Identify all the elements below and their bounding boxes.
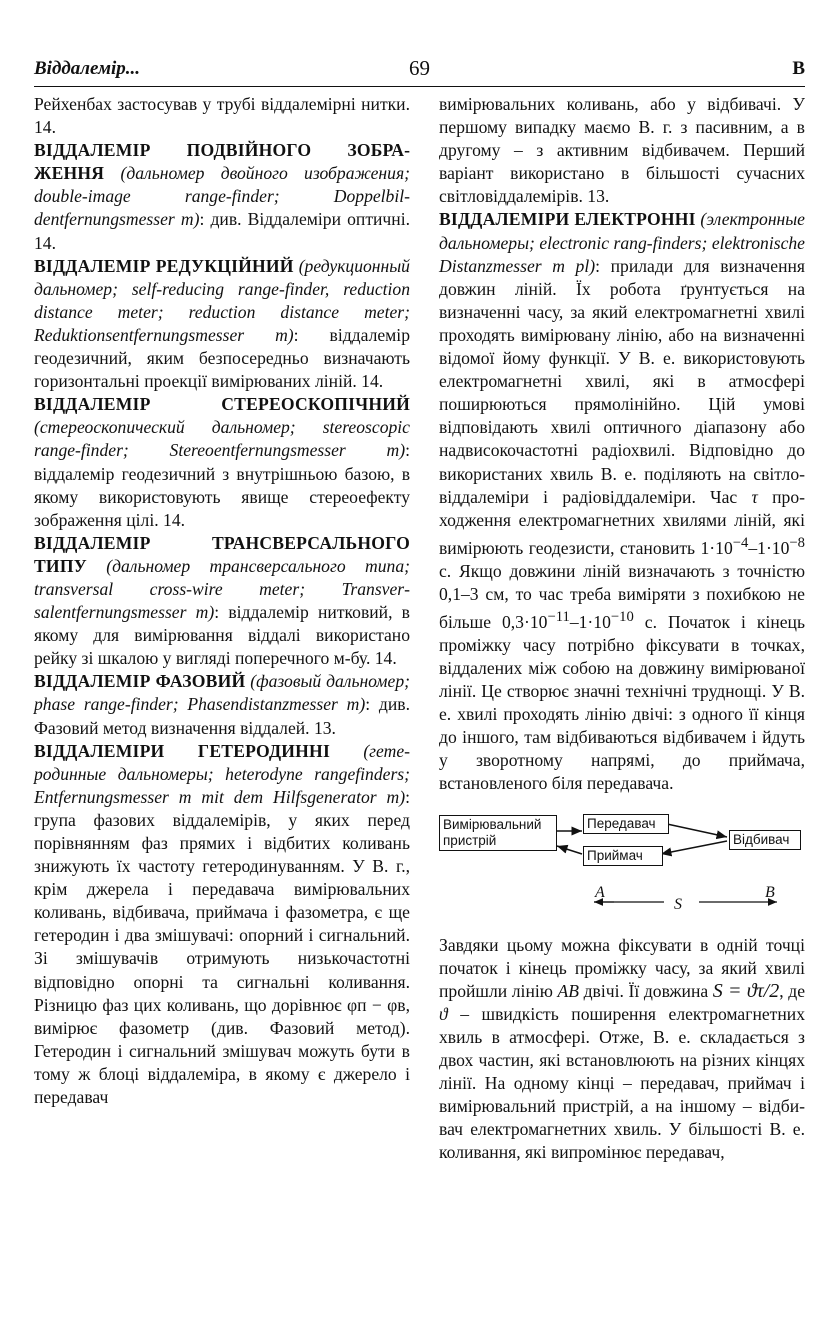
entry-translation: (стереоскопический дальномер; stereoscopic range-finder; Stereoentfernungsmesser m) xyxy=(34,417,410,461)
dictionary-entry xyxy=(34,139,410,254)
entry-translation: (гетеродинные дальномеры; heterodyne rangefinders; Entfernungsmesser m mit dem Hilfsgenerator m) xyxy=(34,740,410,807)
entry-definition: : віддалемір геодезичний з внутрішньою базою, в якому використовують явище стереоефекту зображення цілі. 14. xyxy=(34,440,410,530)
entry-translation: (фазовый дальномер; phase range-finder; Phasendistanzmesser m) xyxy=(34,671,410,715)
distance-formula: S = ϑτ/2 xyxy=(712,979,780,1002)
rangefinder-diagram xyxy=(439,810,805,922)
point-a-label: A xyxy=(595,883,605,901)
measuring-device-box: Вимірювальний пристрій xyxy=(439,815,557,851)
entry-continuation: Рейхенбах застосував у трубі віддалемірні нитки. 14. xyxy=(34,94,410,138)
dictionary-entry xyxy=(34,393,410,532)
arrow-transmitter-reflector xyxy=(667,824,727,837)
entry-translation: (дальномер двойного изображения; double-image range-finder; Doppelbildentfernungsmesser m) xyxy=(34,163,410,230)
reflector-box: Відбивач xyxy=(729,830,801,850)
entry-definition: : див. Фазовий метод визначення віддалей. 13. xyxy=(34,694,411,738)
entry-translation: (дальномер трансверсального типа; transversal cross-wire meter; Transversalentfernungsmesser m) xyxy=(34,555,410,623)
page-number: 69 xyxy=(409,56,430,80)
left-column xyxy=(34,93,410,1109)
right-column xyxy=(439,93,805,1164)
running-head: Віддалемір... xyxy=(34,58,141,79)
entry-definition: : див. Віддалеміри оптичні. 14. xyxy=(34,209,410,253)
entry-term: ВІДДАЛЕМІРИ ЕЛЕКТРОННІ xyxy=(439,209,696,230)
tau-symbol: τ xyxy=(751,486,758,507)
receiver-box: Приймач xyxy=(583,846,663,866)
section-letter: В xyxy=(792,58,805,79)
entry-term: ВІДДАЛЕМІР ТРАНСВЕРСАЛЬНОГО ТИПУ xyxy=(34,532,410,576)
entry-definition: : віддалемір нитковий, в якому для вимірювання віддалі використано рейку зі шкалою у вигляді поперечного м-бу. 14. xyxy=(34,602,410,669)
dictionary-entry xyxy=(34,670,410,739)
page-header xyxy=(34,56,805,87)
dictionary-entry xyxy=(34,255,410,394)
entry-definition: : віддалемір геодезичний, яким безпосередньо визначають горизонтальні проекції вимірюваних ліній. 14. xyxy=(34,324,410,392)
arrow-receiver-device xyxy=(557,846,582,854)
entry-term: ВІДДАЛЕМІР СТЕРЕОСКОПІЧНИЙ xyxy=(34,394,410,415)
entry-term: ВІДДАЛЕМІРИ ГЕТЕРОДИННІ xyxy=(34,740,330,761)
entry-translation: (электронные дальномеры; electronic rang-finders; elektronische Distanzmesser m pl) xyxy=(439,209,805,276)
arrow-reflector-receiver xyxy=(661,841,727,854)
distance-label: S xyxy=(674,895,682,913)
entry-continuation: вимірювальних коливань, або у відбивачі. У першому випадку маємо В. г. з пасивним, а в другому – з активним відбивачем. Перший варіант використано в більшості сучасних світловіддалемірів. 13. xyxy=(439,94,805,207)
entry-term: ВІДДАЛЕМІР РЕДУКЦІЙНИЙ xyxy=(34,255,294,276)
entry-translation: (редукционный дальномер; self-reducing range-finder, reduction distance meter; reduction distance meter; Reduktionsentfernungsmesser m) xyxy=(34,255,410,345)
point-b-label: B xyxy=(765,883,775,901)
dictionary-entry xyxy=(34,532,410,671)
dictionary-entry: ВІДДАЛЕМІРИ ЕЛЕКТРОННІ (электронные дальномеры; electronic rang-finders; elektronische Distanzmesser m pl): прилади для визначення довжин ліній. Їх робота ґрунтується на визначенні часу, за який електромагнетні хвилі проходять вимірювану лінію, або на визначенні відомої йому функції. У В. е. використовують електромагнетні хвилі, які в атмосфері поширюються прямолінійно. Цій умові відповідають хвилі оптичного діапазону або надвисокочастотні радіохвилі. Відповідно до використаних хвиль В. е. поділяють на світловіддалеміри і радіовіддалеміри. Час τ проходження електромагнетних хвилями ліній, які вимірюють геодезисти, становить $1\cdot 10^{-4}-1\cdot 10^{-8}$ с. Якщо довжини ліній визначають з точністю 0,1–3 см, то час треба виміряти з похибкою не більше $0,3\cdot 10^{-11}-1\cdot 10^{-10}$ с. Початок і кінець проміжку часу потрібно фіксувати в точках, віддалених між собою на довжину вимірюваної лінії. Це створює значні технічні труднощі. У В. е. хвилі проходять лінію двічі: з одного її кінця до іншого, там відбиваються відбивачем і йдуть у зворотному напрямі, до приймача, встановленого біля передавача. xyxy=(439,209,806,794)
transmitter-box: Передавач xyxy=(583,814,669,834)
entry-continuation: Завдяки цьому можна фіксувати в одній точці початок і кінець проміжку часу, за який хвилі пройшли лінію AB двічі. Її довжина S = ϑτ/2, де ϑ – швидкість поширення електромагнетних хвиль в атмосфері. Отже, В. е. складається з двох частин, які встановлюють на різних кінцях лінії. На одному кінці – передавач, приймач і вимірювальний пристрій, а на іншому – відбивач електромагнетних хвиль. У більшості В. е. коливання, які випромінює передавач, xyxy=(439,934,805,1163)
entry-term: ВІДДАЛЕМІР ФАЗОВИЙ xyxy=(34,671,246,692)
entry-definition: : група фазових віддалемірів, у яких перед порівнянням фаз прямих і відбитих коливань знижують їх частоту гетеродинуванням. У В. г., крім джерела і передавача вимірювальних коливань, відбивача, приймача і фазометра, є ще гетеродин і два змішувачі: опорний і сигнальний. Зі змішувачів отримують низькочастотні відповідно опорні та сигнальні коливання. Різницю фаз цих коливань, що дорівнює φп − φв, вимірює фазометр (див. Фазовий метод). Гетеродин і сигнальний змішувач можуть бути в тому ж блоці віддалеміра, в якому є джерело і передавач xyxy=(34,786,410,1108)
entry-term: ВІДДАЛЕМІР ПОДВІЙНОГО ЗОБРАЖЕННЯ xyxy=(34,140,410,184)
dictionary-entry xyxy=(34,740,410,1110)
